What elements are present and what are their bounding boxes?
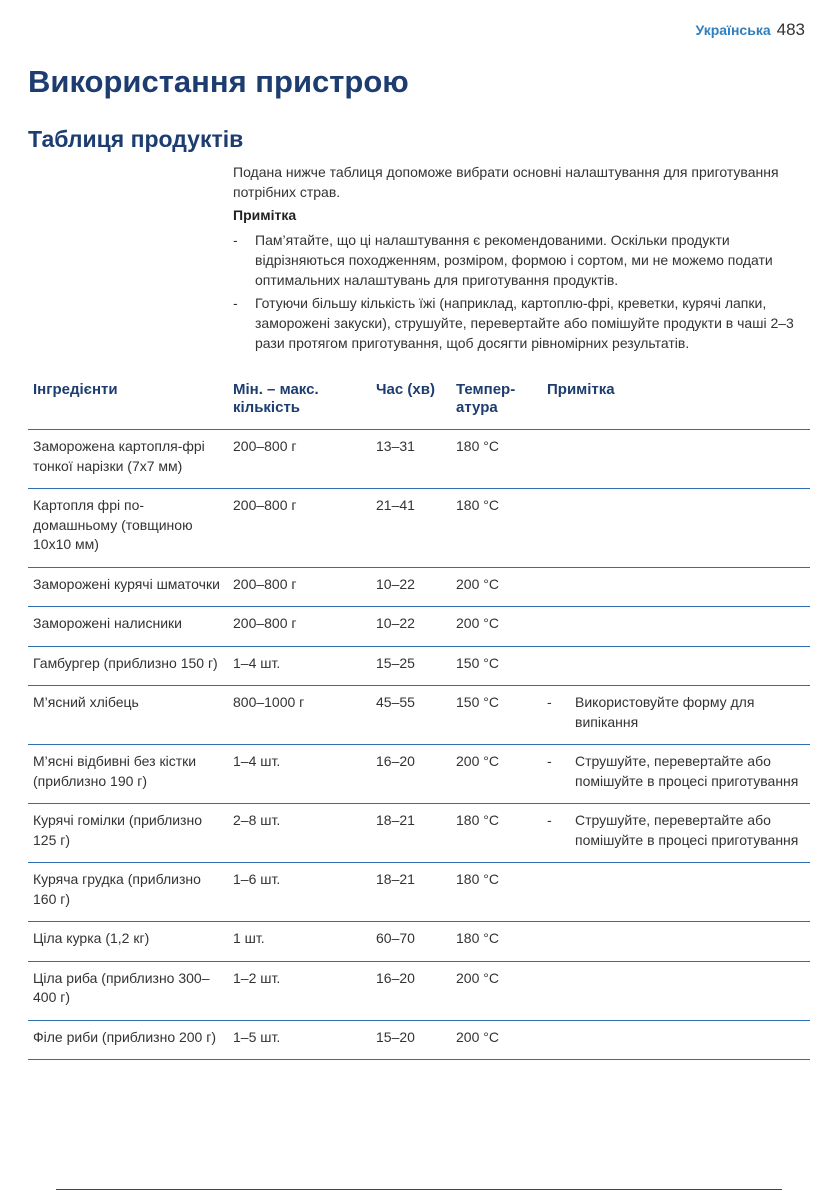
table-body [28,430,810,1060]
cell-time: 60–70 [371,922,451,962]
cell-ingredient: Заморожені налисники [28,607,228,647]
cell-temperature: 200 °C [451,607,542,647]
table-row [28,745,810,804]
cell-ingredient: Ціла курка (1,2 кг) [28,922,228,962]
cell-quantity: 1–6 шт. [228,863,371,922]
cell-note [542,804,810,863]
dash-bullet-icon: - [233,232,238,248]
dash-bullet-icon: - [547,694,552,710]
cell-quantity: 800–1000 г [228,686,371,745]
cell-quantity: 200–800 г [228,567,371,607]
note-remark-text: Використовуйте форму для випікання [575,694,755,730]
cell-temperature: 150 °C [451,686,542,745]
cell-temperature: 180 °C [451,922,542,962]
table-row [28,646,810,686]
header-temperature: Темпер- атура [451,378,542,430]
header-ingredients: Інгредієнти [28,378,228,430]
note-remark-text: Струшуйте, перевертайте або помішуйте в процесі приготування [575,812,799,848]
header-quantity: Мін. – макс. кількість [228,378,371,430]
cell-quantity: 200–800 г [228,430,371,489]
cell-time: 15–20 [371,1020,451,1060]
cell-temperature: 180 °C [451,489,542,568]
table-row [28,863,810,922]
note-remark [547,693,806,732]
cell-time: 45–55 [371,686,451,745]
cell-time: 21–41 [371,489,451,568]
cell-quantity: 2–8 шт. [228,804,371,863]
table-header-row [28,378,810,430]
table-row [28,430,810,489]
cell-quantity: 200–800 г [228,607,371,647]
table-row [28,1020,810,1060]
products-table [28,378,810,1060]
cell-note [542,922,810,962]
table-row [28,489,810,568]
table-row [28,922,810,962]
cell-note [542,607,810,647]
cell-temperature: 180 °C [451,430,542,489]
cell-ingredient: М’ясний хлібець [28,686,228,745]
cell-quantity: 1–5 шт. [228,1020,371,1060]
page-title: Використання пристрою [28,64,409,99]
table-row [28,961,810,1020]
cell-quantity: 200–800 г [228,489,371,568]
cell-ingredient: Куряча грудка (приблизно 160 г) [28,863,228,922]
cell-time: 10–22 [371,607,451,647]
cell-note [542,646,810,686]
cell-temperature: 150 °C [451,646,542,686]
note-item [233,230,813,290]
table-row [28,607,810,647]
cell-note [542,1020,810,1060]
footer-divider [56,1189,782,1190]
section-title: Таблиця продуктів [28,126,244,152]
cell-time: 16–20 [371,745,451,804]
cell-note [542,430,810,489]
cell-temperature: 200 °C [451,1020,542,1060]
cell-ingredient: Картопля фрі по-домашньому (товщиною 10x10 мм) [28,489,228,568]
note-item-text: Пам’ятайте, що ці налаштування є рекомендованими. Оскільки продукти відрізняються походженням, розміром, формою і сортом, ми не можемо подати оптимальних налаштувань для приготування продуктів. [255,232,773,288]
cell-time: 15–25 [371,646,451,686]
cell-time: 10–22 [371,567,451,607]
cell-temperature: 180 °C [451,863,542,922]
intro-text: Подана нижче таблиця допоможе вибрати основні налаштування для приготування потрібних страв. [233,164,779,200]
language-label: Українська [695,22,771,38]
cell-quantity: 1–2 шт. [228,961,371,1020]
note-item [233,293,813,353]
cell-time: 18–21 [371,863,451,922]
note-remark [547,752,806,791]
cell-note [542,686,810,745]
cell-ingredient: Гамбургер (приблизно 150 г) [28,646,228,686]
header-note: Примітка [542,378,810,430]
note-label: Примітка [233,207,297,223]
cell-time: 16–20 [371,961,451,1020]
cell-note [542,961,810,1020]
cell-ingredient: Філе риби (приблизно 200 г) [28,1020,228,1060]
cell-quantity: 1 шт. [228,922,371,962]
cell-note [542,863,810,922]
note-list [233,230,813,356]
note-remark [547,811,806,850]
cell-temperature: 200 °C [451,961,542,1020]
cell-ingredient: Заморожені курячі шматочки [28,567,228,607]
header-time: Час (хв) [371,378,451,430]
table-row [28,686,810,745]
dash-bullet-icon: - [233,295,238,311]
note-item-text: Готуючи більшу кількість їжі (наприклад, картоплю-фрі, креветки, курячі лапки, заморожені закуски), струшуйте, перевертайте або помішуйте продукти в чаші 2–3 рази протягом приготування, щоб досягти рівномірних результатів. [255,295,794,351]
note-remark-text: Струшуйте, перевертайте або помішуйте в процесі приготування [575,753,799,789]
cell-note [542,745,810,804]
cell-quantity: 1–4 шт. [228,745,371,804]
cell-temperature: 200 °C [451,567,542,607]
cell-ingredient: Курячі гомілки (приблизно 125 г) [28,804,228,863]
table-row [28,567,810,607]
cell-temperature: 200 °C [451,745,542,804]
cell-ingredient: Заморожена картопля-фрі тонкої нарізки (7x7 мм) [28,430,228,489]
cell-note [542,567,810,607]
cell-temperature: 180 °C [451,804,542,863]
cell-ingredient: Ціла риба (приблизно 300–400 г) [28,961,228,1020]
dash-bullet-icon: - [547,812,552,828]
page-header [696,20,805,40]
cell-note [542,489,810,568]
table-row [28,804,810,863]
dash-bullet-icon: - [547,753,552,769]
cell-time: 13–31 [371,430,451,489]
cell-quantity: 1–4 шт. [228,646,371,686]
cell-time: 18–21 [371,804,451,863]
cell-ingredient: М’ясні відбивні без кістки (приблизно 190 г) [28,745,228,804]
page-number: 483 [776,20,805,39]
